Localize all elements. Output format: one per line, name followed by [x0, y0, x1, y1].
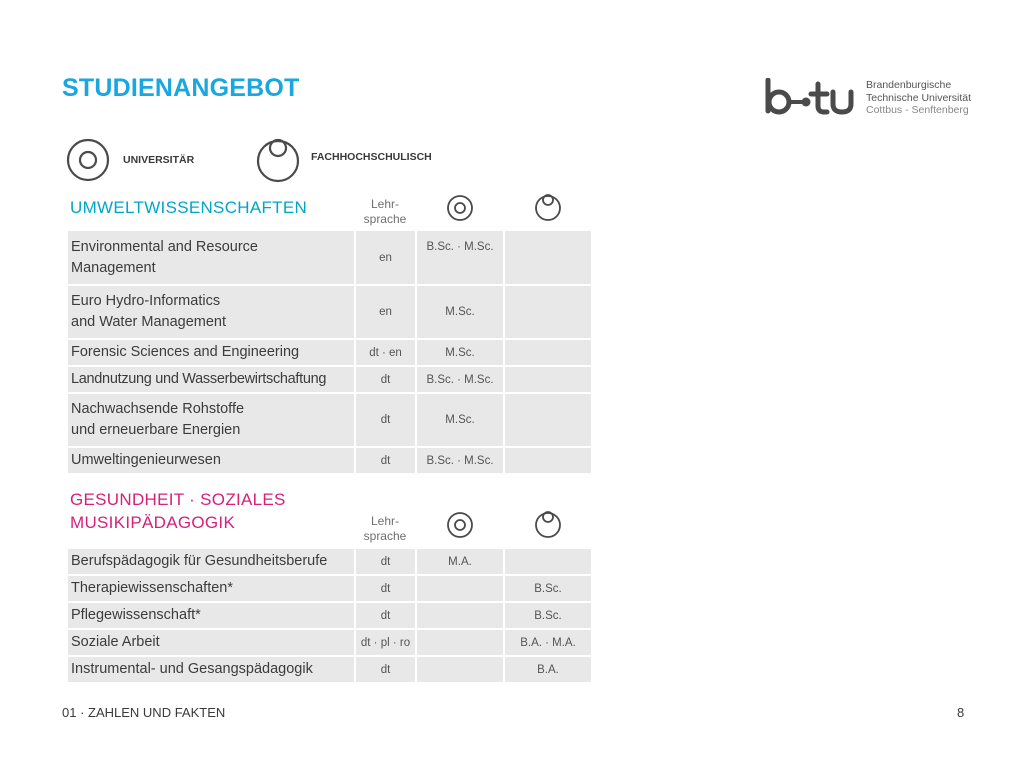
section-heading-line: GESUNDHEIT · SOZIALES: [70, 490, 286, 509]
program-name: Forensic Sciences and Engineering: [68, 340, 354, 365]
fachhochschulisch-icon: [533, 508, 563, 540]
program-degree-uni: B.Sc. · M.Sc.: [417, 367, 503, 392]
program-degree-fh: [505, 448, 591, 473]
btu-logo-icon: [764, 78, 856, 118]
program-language: dt: [356, 394, 415, 446]
program-degree-uni: M.Sc.: [417, 286, 503, 338]
section-heading-line: UMWELTWISSENSCHAFTEN: [70, 198, 308, 217]
program-name: Landnutzung und Wasserbewirtschaftung: [68, 367, 354, 392]
program-degree-uni: [417, 657, 503, 682]
program-language: dt: [356, 603, 415, 628]
section-heading-umwelt: [70, 196, 307, 219]
universitaer-icon: [66, 138, 112, 184]
page-title: STUDIENANGEBOT: [62, 74, 300, 102]
logo-text: [866, 79, 996, 117]
col-header-line: Lehr-: [370, 514, 399, 528]
section-heading-line: MUSIKIPÄDAGOGIK: [70, 513, 236, 532]
program-language: dt: [356, 367, 415, 392]
program-name-line: und erneuerbare Energien: [71, 422, 241, 438]
program-name: Umweltingenieurwesen: [68, 448, 354, 473]
footer-section-label: 01 · ZAHLEN UND FAKTEN: [62, 705, 226, 720]
program-degree-fh: B.Sc.: [505, 576, 591, 601]
logo-line-3: Cottbus - Senftenberg: [866, 104, 969, 116]
fachhochschulisch-icon: [533, 191, 563, 223]
legend-universitaer: UNIVERSITÄR: [123, 154, 195, 166]
universitaer-icon: [445, 193, 475, 223]
col-header-line: sprache: [363, 212, 407, 226]
program-degree-fh: [505, 231, 591, 284]
fachhochschulisch-icon: [255, 134, 301, 184]
program-language: en: [356, 231, 415, 284]
program-degree-uni: M.Sc.: [417, 340, 503, 365]
program-degree-uni: B.Sc. · M.Sc.: [417, 448, 503, 473]
universitaer-icon: [445, 510, 475, 540]
legend-fachhochschulisch: FACHHOCHSCHULISCH: [311, 151, 432, 163]
btu-logo: [764, 78, 972, 118]
program-degree-fh: B.A.: [505, 657, 591, 682]
program-name: Therapiewissenschaften*: [68, 576, 354, 601]
program-language: dt: [356, 576, 415, 601]
program-language: en: [356, 286, 415, 338]
program-language: dt · pl · ro: [356, 630, 415, 655]
program-degree-uni: [417, 603, 503, 628]
program-degree-uni: [417, 576, 503, 601]
program-degree-uni: M.Sc.: [417, 394, 503, 446]
col-header-lehrsprache: [355, 197, 415, 227]
program-name-line: Euro Hydro-Informatics: [71, 293, 221, 309]
program-name: [68, 286, 354, 338]
program-name: Instrumental- und Gesangspädagogik: [68, 657, 354, 682]
page-number: 8: [957, 705, 965, 720]
logo-line-2: Technische Universität: [866, 91, 972, 104]
program-name: [68, 231, 354, 284]
program-name-line: Nachwachsende Rohstoffe: [71, 401, 245, 417]
program-degree-fh: B.Sc.: [505, 603, 591, 628]
program-name-line: Environmental and Resource: [71, 238, 258, 255]
section-heading-gesundheit: [70, 488, 286, 534]
col-header-line: Lehr-: [370, 197, 399, 211]
program-language: dt: [356, 657, 415, 682]
program-degree-fh: [505, 286, 591, 338]
program-language: dt · en: [356, 340, 415, 365]
program-degree-uni: M.A.: [417, 549, 503, 574]
program-degree-fh: [505, 394, 591, 446]
col-header-lehrsprache: [355, 514, 415, 544]
program-name-line: and Water Management: [71, 314, 227, 330]
col-header-line: sprache: [363, 529, 407, 543]
program-degree-fh: [505, 549, 591, 574]
program-name: Berufspädagogik für Gesundheitsberufe: [68, 549, 354, 574]
program-name-line: Management: [71, 259, 156, 276]
program-degree-fh: [505, 367, 591, 392]
program-language: dt: [356, 448, 415, 473]
program-degree-fh: B.A. · M.A.: [505, 630, 591, 655]
program-degree-uni: B.Sc. · M.Sc.: [417, 231, 503, 284]
program-degree-fh: [505, 340, 591, 365]
program-language: dt: [356, 549, 415, 574]
logo-line-1: Brandenburgische: [866, 79, 952, 91]
program-name: Soziale Arbeit: [68, 630, 354, 655]
program-name: Pflegewissenschaft*: [68, 603, 354, 628]
program-name: [68, 394, 354, 446]
program-degree-uni: [417, 630, 503, 655]
